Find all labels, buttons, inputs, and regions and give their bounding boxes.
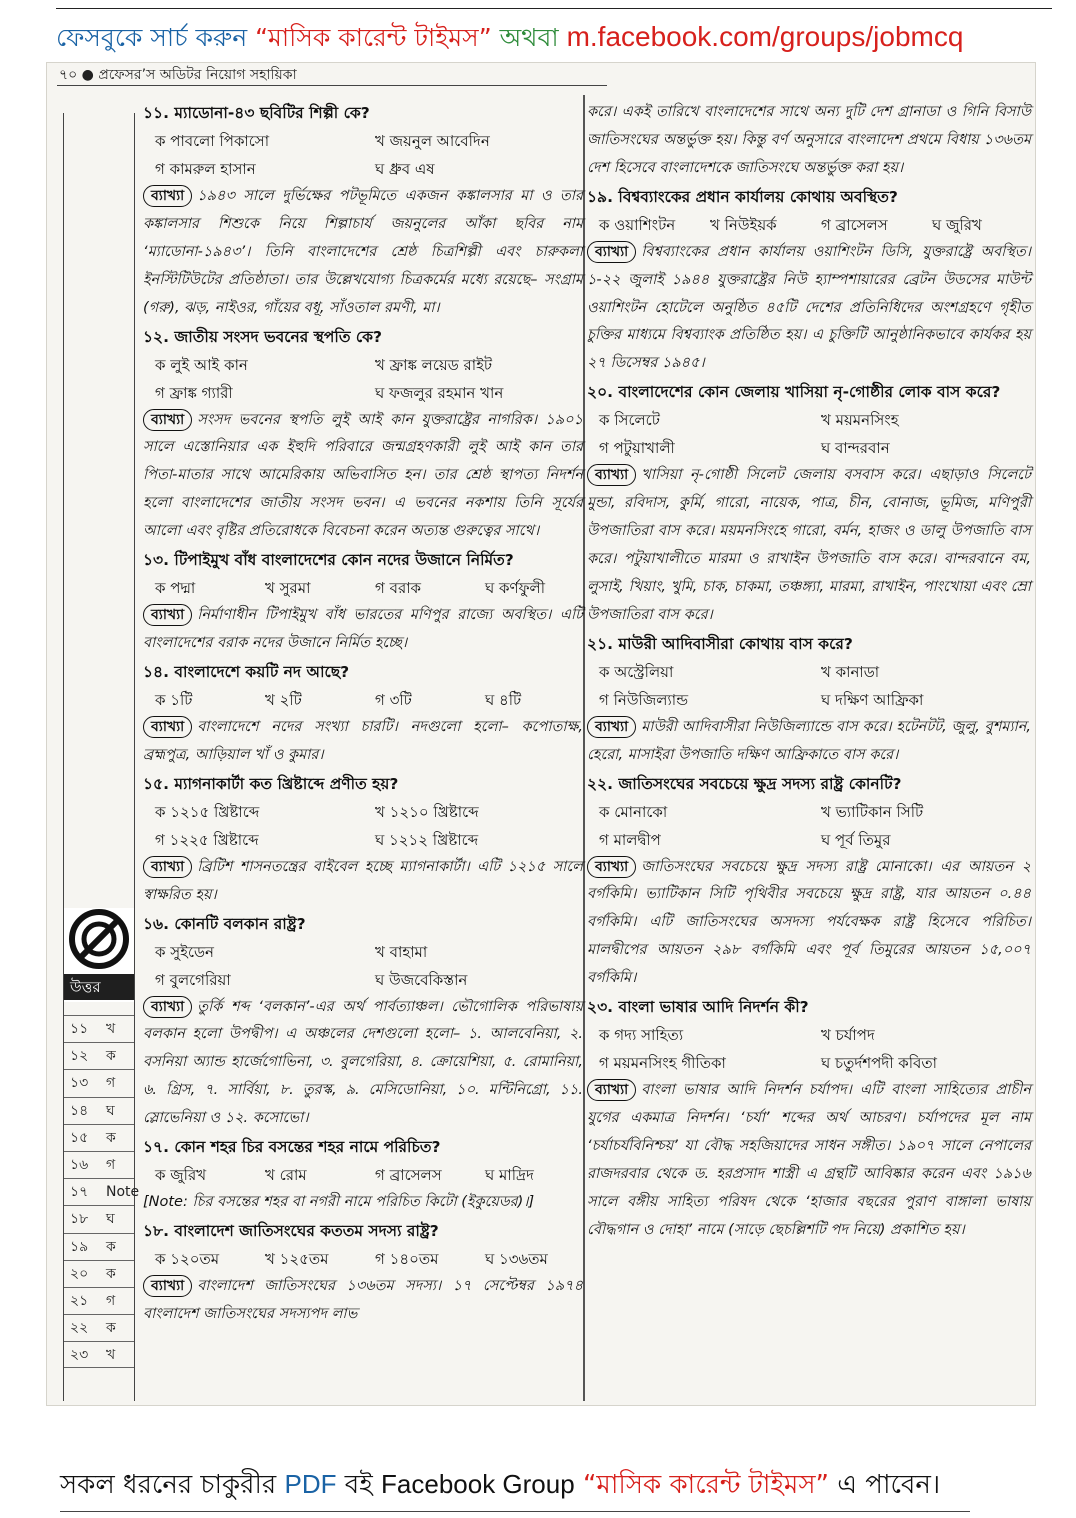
explanation-text: বিশ্বব্যাংকের প্রধান কার্যালয় ওয়াশিংটন ডিসি, যুক্তরাষ্ট্রে অবস্থিত। ১-২২ জুলাই ১৯৪৪ যুক্তরাষ্ট্রের নিউ হ্যাম্পশায়ারের ব্রেটন উডসের মাউন্ট ওয়াশিংটন হোটেলে অনুষ্ঠিত ৪৫টি দেশের প্রতিনিধিদের অংশগ্রহণে গৃহীত চুক্তির মাধ্যমে বিশ্বব্যাংক প্রতিষ্ঠিত হয়। এ চুক্তিটি আনুষ্ঠানিকভাবে কার্যকর হয় ২৭ ডিসেম্বর ১৯৪৫। [587, 243, 1031, 372]
question-text: ১২. জাতীয় সংসদ ভবনের স্থপতি কে? [143, 327, 383, 346]
explanation-tag: ব্যাখ্যা [587, 241, 636, 263]
footer-magazine-name: “মাসিক কারেন্ট টাইমস” [574, 1470, 829, 1500]
answer-option[interactable]: খ ২টি [265, 690, 302, 709]
question-block [587, 183, 1031, 379]
answer-option[interactable]: গ পটুয়াখালী [599, 439, 675, 458]
answer-key: ক [106, 1265, 116, 1282]
answer-option[interactable]: গ মালদ্বীপ [599, 830, 661, 849]
options-grid [587, 798, 1031, 854]
answer-option[interactable]: ক ১২১৫ খ্রিষ্টাব্দে [155, 802, 260, 821]
options-grid [587, 658, 1031, 714]
answer-row [64, 1205, 134, 1232]
question-block [143, 910, 583, 1134]
answer-side-strip [63, 113, 140, 1401]
answer-option[interactable]: ক পদ্মা [155, 579, 196, 598]
options-grid [143, 686, 583, 714]
answer-row [64, 1097, 134, 1124]
answer-key: ক [106, 1129, 116, 1146]
answer-key: খ [106, 1021, 116, 1037]
header-banner [56, 14, 1046, 60]
answer-number: ২৩ [70, 1347, 89, 1364]
explanation [587, 854, 1031, 994]
explanation-tag: ব্যাখ্যা [143, 185, 192, 207]
answer-option[interactable]: গ বুলগেরিয়া [155, 970, 231, 989]
answer-badge [64, 908, 134, 1002]
answer-option[interactable]: খ ময়মনসিংহ [821, 411, 899, 430]
answer-row [64, 1314, 134, 1341]
question-text: ১৩. টিপাইমুখ বাঁধ বাংলাদেশের কোন নদের উজানে নির্মিত? [143, 551, 514, 570]
explanation-tag: ব্যাখ্যা [143, 716, 192, 738]
options-grid [143, 1245, 583, 1273]
running-head: ৭০ ● প্রফেসর’স অডিটর নিয়োগ সহায়িকা [59, 67, 297, 83]
options-grid [587, 1021, 1031, 1077]
answer-option[interactable]: গ বরাক [375, 579, 422, 598]
footer-line [60, 1462, 1030, 1506]
footer-text-3: এ পাবেন। [828, 1470, 941, 1500]
bottom-rule [60, 1511, 970, 1512]
answer-option[interactable]: ঘ মাদ্রিদ [485, 1166, 534, 1185]
answer-option[interactable]: ঘ উজবেকিস্তান [375, 970, 468, 989]
explanation [143, 602, 583, 658]
answer-key: গ [106, 1156, 116, 1173]
answer-option[interactable]: খ ১২৫তম [265, 1249, 329, 1268]
answer-number: ১৫ [70, 1129, 89, 1146]
answer-option[interactable]: ক জুরিখ [155, 1166, 207, 1185]
answer-row [64, 1260, 134, 1287]
explanation-text: নির্মাণাধীন টিপাইমুখ বাঁধ ভারতের মণিপুর রাজ্যে অবস্থিত। এটি বাংলাদেশের বরাক নদের উজানে নির্মিত হচ্ছে। [143, 607, 583, 651]
question-block [143, 323, 583, 547]
answer-row [64, 1015, 134, 1042]
continuation-text: করে। একই তারিখে বাংলাদেশের সাথে অন্য দুটি দেশ গ্রানাডা ও গিনি বিসাউ জাতিসংঘের অন্তর্ভুক্ত হয়। কিন্তু বর্ণ অনুসারে বাংলাদেশ প্রথমে বিধায় ১৩৬তম দেশ হিসেবে বাংলাদেশকে জাতিসংঘে অন্তর্ভুক্ত করা হয়। [587, 104, 1031, 176]
explanation-tag: ব্যাখ্যা [587, 716, 636, 738]
note-text: [Note: চির বসন্তের শহর বা নগরী নামে পরিচিত কিটো (ইকুয়েডর)।] [143, 1194, 535, 1211]
question-text: ২১. মাউরী আদিবাসীরা কোথায় বাস করে? [587, 634, 853, 653]
answer-option[interactable]: গ কামরুল হাসান [155, 160, 256, 178]
answer-option[interactable]: খ চর্যাপদ [821, 1026, 875, 1045]
header-or-text: অথবা [491, 23, 567, 52]
explanation [587, 239, 1031, 379]
answer-number: ১৩ [70, 1075, 89, 1092]
explanation [143, 714, 583, 770]
answer-option[interactable]: ঘ দক্ষিণ আফ্রিকা [821, 690, 924, 709]
explanation-text: বাংলাদেশে নদের সংখ্যা চারটি। নদগুলো হলো– কপোতাক্ষ, ব্রহ্মপুত্র, আড়িয়াল খাঁ ও কুমার। [143, 718, 583, 763]
answer-number: ১২ [70, 1048, 89, 1065]
question-block [587, 993, 1031, 1244]
options-grid [143, 127, 583, 183]
question-block [587, 770, 1031, 994]
answer-option[interactable]: ঘ জুরিখ [932, 215, 982, 234]
explanation [587, 462, 1031, 629]
answer-key: খ [106, 1347, 116, 1364]
answer-option[interactable]: গ ময়মনসিংহ গীতিকা [599, 1054, 726, 1073]
answer-option[interactable]: গ ব্রাসেলস [375, 1166, 442, 1185]
answer-key: ক [106, 1048, 116, 1065]
explanation [587, 1077, 1031, 1244]
explanation [143, 854, 583, 910]
answer-key: ক [106, 1238, 116, 1255]
answer-option[interactable]: ঘ ১৩৬তম [485, 1249, 548, 1268]
answer-option[interactable]: খ বাহামা [375, 942, 428, 961]
footer-pdf: PDF [284, 1469, 337, 1499]
answer-option[interactable]: গ ৩টি [375, 690, 412, 709]
answer-key: ঘ [106, 1211, 115, 1228]
answer-option[interactable]: ক ১টি [155, 690, 193, 709]
answer-number: ২২ [70, 1320, 89, 1337]
question-block [143, 770, 583, 910]
answer-option[interactable]: ক লুই আই কান [155, 355, 248, 374]
explanation-text: সংসদ ভবনের স্থপতি লুই আই কান যুক্তরাষ্ট্রের নাগরিক। ১৯০১ সালে এস্তোনিয়ার এক ইহুদি পরিবারে জন্মগ্রহণকারী লুই আই কান তার পিতা-মাতার সাথে আমেরিকায় অভিবাসিত হন। তার শ্রেষ্ঠ স্থাপত্য নিদর্শন হলো বাংলাদেশের জাতীয় সংসদ ভবন। এ ভবনের নকশায় তিনি সূর্যের আলো এবং বৃষ্টির প্রতিরোধকে বিবেচনা করেন অত্যন্ত গুরুত্বের সাথে। [143, 411, 583, 540]
explanation-text: ১৯৪৩ সালে দুর্ভিক্ষের পটভূমিতে একজন কঙ্কালসার মা ও তার কঙ্কালসার শিশুকে নিয়ে শিল্পাচার্য জয়নুলের আঁকা ছবির নাম ‘ম্যাডোনা-১৯৪৩’। তিনি বাংলাদেশের শ্রেষ্ঠ চিত্রশিল্পী এবং চারুকলা ইনস্টিটিউটের প্রতিষ্ঠাতা। তার উল্লেখযোগ্য চিত্রকর্মের মধ্যে রয়েছে– সংগ্রাম (গরু), ঝড়, নাইওর, গাঁয়ের বধূ, সাঁওতাল রমণী, মা। [143, 188, 583, 316]
answer-option[interactable]: গ ফ্রাঙ্ক গ্যারী [155, 383, 233, 402]
explanation-tag: ব্যাখ্যা [587, 1079, 636, 1101]
answer-option[interactable]: খ সুরমা [265, 579, 311, 598]
answer-option[interactable]: গ ব্রাসেলস [821, 215, 888, 234]
answer-option[interactable]: ক সুইডেন [155, 942, 214, 961]
explanation-text: বাংলা ভাষার আদি নিদর্শন চর্যাপদ। এটি বাংলা সাহিত্যের প্রাচীন যুগের একমাত্র নিদর্শন। ‘চর্যা’ শব্দের অর্থ আচরণ। চর্যাপদের মূল নাম ‘চর্যাচর্যবিনিশ্চয়’ যা বৌদ্ধ সহজিয়াদের সাধন সঙ্গীত। ১৯০৭ সালে নেপালের রাজদরবার থেকে ড. হরপ্রসাদ শাস্ত্রী এ গ্রন্থটি আবিষ্কার করেন এবং ১৯১৬ সালে বঙ্গীয় সাহিত্য পরিষদ থেকে ‘হাজার বছরের পুরাণ বাঙ্গালা ভাষায় বৌদ্ধগান ও দোহা’ নামে (সাড়ে ছেচল্লিশটি পদ নিয়ে) প্রকাশিত হয়। [587, 1082, 1031, 1238]
answer-key: গ [106, 1075, 116, 1092]
answer-number: ১১ [70, 1021, 89, 1037]
answer-option[interactable]: ঘ ৪টি [485, 690, 522, 709]
explanation-text: ব্রিটিশ শাসনতন্ত্রের বাইবেল হচ্ছে ম্যাগনাকার্টা। এটি ১২১৫ সালে স্বাক্ষরিত হয়। [143, 858, 583, 903]
answer-number: ২১ [70, 1292, 89, 1309]
explanation-tag: ব্যাখ্যা [143, 604, 192, 626]
answer-number: ১৪ [70, 1102, 89, 1119]
explanation-text: মাউরী আদিবাসীরা নিউজিল্যান্ডে বাস করে। হটেনটট, জুলু, বুশম্যান, হেরো, মাসাইরা উপজাতি দক্ষিণ আফ্রিকাতে বাস করে। [587, 718, 1031, 763]
answer-number: ১৮ [70, 1211, 89, 1228]
answer-option[interactable]: ক গদ্য সাহিত্য [599, 1026, 684, 1045]
explanation-text: জাতিসংঘের সবচেয়ে ক্ষুদ্র সদস্য রাষ্ট্র মোনাকো। এর আয়তন ২ বর্গকিমি। ভ্যাটিকান সিটি পৃথিবীর সবচেয়ে ক্ষুদ্র রাষ্ট্র, যার আয়তন ০.৪৪ বর্গকিমি। এটি জাতিসংঘের অসদস্য পর্যবেক্ষক রাষ্ট্র হিসেবে পরিচিত। মালদ্বীপের আয়তন ২৯৮ বর্গকিমি এবং পূর্ব তিমুরের আয়তন ১৫,০০৭ বর্গকিমি। [587, 858, 1031, 987]
answer-option[interactable]: গ ১২২৫ খ্রিষ্টাব্দে [155, 830, 259, 849]
explanation [587, 714, 1031, 770]
answer-option[interactable]: গ নিউজিল্যান্ড [599, 690, 689, 709]
explanation-tag: ব্যাখ্যা [143, 409, 192, 431]
explanation [143, 407, 583, 547]
question-block [143, 1217, 583, 1329]
answer-option[interactable]: ক মোনাকো [599, 802, 668, 821]
question-block [587, 378, 1031, 629]
answer-option[interactable]: ক অস্ট্রেলিয়া [599, 662, 674, 681]
footer-text-2: বই [336, 1470, 382, 1500]
answer-row [64, 1042, 134, 1069]
options-grid [143, 1161, 583, 1189]
explanation-tag: ব্যাখ্যা [587, 464, 636, 486]
question-block [143, 658, 583, 770]
explanation-text: বাংলাদেশ জাতিসংঘের ১৩৬তম সদস্য। ১৭ সেপ্টেম্বর ১৯৭৪ বাংলাদেশ জাতিসংঘের সদস্যপদ লাভ [143, 1277, 583, 1322]
answer-option[interactable]: খ ১২১০ খ্রিষ্টাব্দে [375, 802, 479, 821]
question-block [143, 546, 583, 658]
options-grid [587, 211, 1031, 239]
answer-option[interactable]: খ ভ্যাটিকান সিটি [821, 802, 924, 821]
answer-row [64, 1287, 134, 1314]
answer-option[interactable]: ঘ কর্ণফুলী [485, 579, 546, 598]
answer-number: ১৭ [70, 1184, 89, 1201]
answer-panel-title: উত্তর [64, 974, 134, 1000]
question-text: ১৬. কোনটি বলকান রাষ্ট্র? [143, 914, 306, 933]
question-text: ১৯. বিশ্বব্যাংকের প্রধান কার্যালয় কোথায় অবস্থিত? [587, 187, 898, 206]
answer-key: ক [106, 1320, 116, 1337]
options-grid [587, 406, 1031, 462]
question-text: ২২. জাতিসংঘের সবচেয়ে ক্ষুদ্র সদস্য রাষ্ট্র কোনটি? [587, 774, 902, 793]
explanation-text: খাসিয়া নৃ-গোষ্ঠী সিলেট জেলায় বসবাস করে। এছাড়াও সিলেটে মুন্ডা, রবিদাস, কুর্মি, গারো, নায়েক, পাত্র, চীন, বোনাজ, ভূমিজ, মণিপুরী উপজাতিরা বাস করে। ময়মনসিংহে গারো, বর্মন, হাজং ও ডালু উপজাতি বাস করে। পটুয়াখালীতে মারমা ও রাখাইন উপজাতি বাস করে। বান্দরবানে বম, লুসাই, খিয়াং, খুমি, চাক, চাকমা, তঞ্চঙ্গ্যা, মারমা, রাখাইন, পাংখোয়া এবং ম্রো উপজাতিরা বাস করে। [587, 467, 1031, 623]
answer-row [64, 1233, 134, 1260]
answer-key: গ [106, 1292, 116, 1309]
answer-key: Note [106, 1184, 140, 1201]
question-block [587, 630, 1031, 770]
answer-row [64, 1069, 134, 1096]
question-text: ১৮. বাংলাদেশ জাতিসংঘের কততম সদস্য রাষ্ট্র? [143, 1221, 439, 1240]
answer-option[interactable]: ঘ ধ্রুব এষ [375, 160, 435, 178]
answer-logo-icon [68, 908, 130, 970]
left-column [143, 99, 583, 1329]
options-grid [143, 938, 583, 994]
header-magazine-name: “মাসিক কারেন্ট টাইমস” [255, 23, 492, 52]
answer-option[interactable]: খ নিউইয়র্ক [710, 215, 777, 234]
column-divider [583, 95, 585, 1401]
explanation [143, 183, 583, 323]
answer-number: ২০ [70, 1265, 89, 1282]
question-text: ১৪. বাংলাদেশে কয়টি নদ আছে? [143, 662, 350, 681]
answer-option[interactable]: খ কানাডা [821, 662, 880, 681]
explanation-tag: ব্যাখ্যা [143, 996, 192, 1018]
question-text: ২৩. বাংলা ভাষার আদি নিদর্শন কী? [587, 998, 809, 1017]
question-text: ২০. বাংলাদেশের কোন জেলায় খাসিয়া নৃ-গোষ্ঠীর লোক বাস করে? [587, 383, 1001, 402]
answer-option[interactable]: গ ১৪০তম [375, 1249, 439, 1268]
answer-table [64, 1015, 140, 1368]
answer-option[interactable]: খ ফ্রাঙ্ক লয়েড রাইট [375, 355, 493, 374]
answer-option[interactable]: খ জয়নুল আবেদিন [375, 132, 490, 150]
explanation [143, 1273, 583, 1329]
answer-option[interactable]: খ রোম [265, 1166, 307, 1185]
explanation-tag: ব্যাখ্যা [143, 856, 192, 878]
answer-number: ১৬ [70, 1156, 89, 1173]
scanned-page [46, 62, 1036, 1406]
answer-option[interactable]: ক সিলেটে [599, 411, 660, 430]
answer-option[interactable]: ঘ বান্দরবান [821, 439, 890, 458]
answer-row [64, 1124, 134, 1151]
question-block [143, 99, 583, 323]
explanation [143, 994, 583, 1134]
footer-facebook-group[interactable]: Facebook Group [381, 1469, 575, 1499]
question-text: ১৭. কোন শহর চির বসন্তের শহর নামে পরিচিত? [143, 1138, 441, 1157]
right-column-questions [587, 183, 1031, 1245]
explanation-tag: ব্যাখ্যা [587, 856, 636, 878]
footer-text-1: সকল ধরনের চাকুরীর [60, 1470, 285, 1500]
answer-key: ঘ [106, 1102, 115, 1119]
running-head-rule [57, 85, 607, 86]
answer-option[interactable]: ক পাবলো পিকাসো [155, 132, 270, 150]
answer-option[interactable]: ঘ ১২১২ খ্রিষ্টাব্দে [375, 830, 479, 849]
answer-row [64, 1341, 134, 1368]
answer-option[interactable]: ঘ চতুর্দশপদী কবিতা [821, 1054, 937, 1073]
options-grid [143, 798, 583, 854]
header-search-text: ফেসবুকে সার্চ করুন [56, 23, 256, 52]
explanation-tag: ব্যাখ্যা [143, 1275, 192, 1297]
answer-row [64, 1178, 140, 1205]
right-column [587, 99, 1031, 1244]
header-group-link[interactable]: m.facebook.com/groups/jobmcq [566, 21, 964, 52]
question-text: ১১. ম্যাডোনা-৪৩ ছবিটির শিল্পী কে? [143, 104, 370, 122]
explanation-text: তুর্কি শব্দ ‘বলকান’-এর অর্থ পার্বত্যাঞ্চল। ভৌগোলিক পরিভাষায় বলকান হলো উপদ্বীপ। এ অঞ্চলের দেশগুলো হলো– ১. আলবেনিয়া, ২. বসনিয়া অ্যান্ড হার্জেগোভিনা, ৩. বুলগেরিয়া, ৪. ক্রোয়েশিয়া, ৫. রোমানিয়া, ৬. গ্রিস, ৭. সার্বিয়া, ৮. তুরস্ক, ৯. মেসিডোনিয়া, ১০. মন্টিনিগ্রো, ১১. স্লোভেনিয়া ও ১২. কসোভো। [143, 998, 583, 1127]
top-rule [56, 8, 1052, 9]
options-grid [143, 351, 583, 407]
answer-option[interactable]: ঘ পূর্ব তিমুর [821, 830, 891, 849]
question-text: ১৫. ম্যাগনাকার্টা কত খ্রিষ্টাব্দে প্রণীত হয়? [143, 774, 399, 793]
options-grid [143, 574, 583, 602]
answer-option[interactable]: ক ১২০তম [155, 1249, 220, 1268]
answer-option[interactable]: ক ওয়াশিংটন [599, 215, 676, 234]
answer-number: ১৯ [70, 1238, 89, 1255]
question-block [143, 1133, 583, 1217]
answer-row [64, 1151, 134, 1178]
answer-option[interactable]: ঘ ফজলুর রহমান খান [375, 383, 504, 402]
